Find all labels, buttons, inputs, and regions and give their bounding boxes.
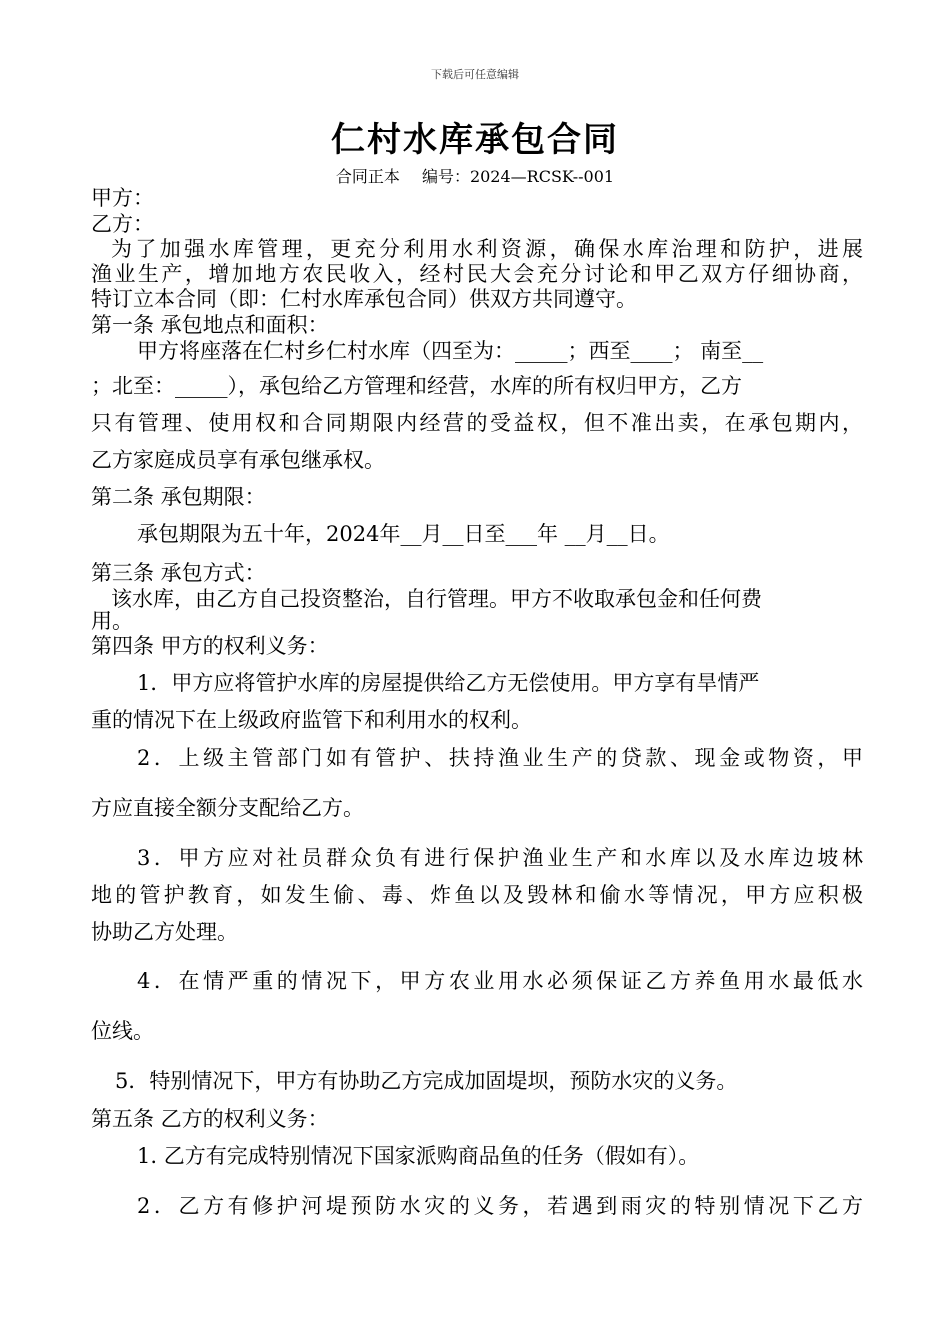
preamble-line: 为了加强水库管理，更充分利用水利资源，确保水库治理和防护，进展 bbox=[111, 237, 863, 261]
article-heading: 第四条 甲方的权利义务： bbox=[91, 634, 329, 658]
document-title: 仁村水库承包合同 bbox=[331, 120, 619, 160]
header-note: 下载后可任意编辑 bbox=[431, 68, 519, 81]
article-heading: 第一条 承包地点和面积： bbox=[91, 313, 329, 337]
article-text-line: 5．特别情况下，甲方有协助乙方完成加固堤坝，预防水灾的义务。 bbox=[115, 1069, 738, 1093]
article-text-line: 2．上级主管部门如有管护、扶持渔业生产的贷款、现金或物资，甲 bbox=[137, 746, 863, 770]
document-subtitle bbox=[0, 164, 950, 187]
party-a-line: 甲方： bbox=[91, 186, 154, 210]
article-text-line: 用。 bbox=[91, 609, 133, 633]
article-text-line: 只有管理、使用权和合同期限内经营的受益权，但不准出卖，在承包期内， bbox=[91, 411, 863, 435]
article-text-line: 3．甲方应对社员群众负有进行保护渔业生产和水库以及水库边坡林 bbox=[137, 846, 863, 870]
article-text-line: 方应直接全额分支配给乙方。 bbox=[91, 796, 364, 820]
preamble-line: 特订立本合同（即：仁村水库承包合同）供双方共同遵守。 bbox=[91, 287, 637, 311]
article-text-line: 该水库，由乙方自己投资整治，自行管理。甲方不收取承包金和任何费 bbox=[111, 587, 762, 611]
article-text-line: 2．乙方有修护河堤预防水灾的义务，若遇到雨灾的特别情况下乙方 bbox=[137, 1194, 863, 1218]
article-text-line: 重的情况下在上级政府监管下和利用水的权利。 bbox=[91, 708, 532, 732]
preamble-line: 渔业生产，增加地方农民收入，经村民大会充分讨论和甲乙双方仔细协商， bbox=[91, 262, 863, 286]
article-text-line: 1．甲方应将管护水库的房屋提供给乙方无偿使用。甲方享有旱情严 bbox=[137, 671, 760, 695]
subtitle-copy-label: 合同正本 bbox=[335, 167, 400, 186]
article-heading: 第二条 承包期限： bbox=[91, 485, 266, 509]
article-text-line: 甲方将座落在仁村乡仁村水库（四至为：_____；西至____； 南至__ bbox=[137, 339, 764, 363]
article-text-line: 地的管护教育，如发生偷、毒、炸鱼以及毁林和偷水等情况，甲方应积极 bbox=[91, 883, 863, 907]
article-text-line: ；北至：_____），承包给乙方管理和经营，水库的所有权归甲方，乙方 bbox=[91, 374, 742, 398]
article-text-line: 4．在情严重的情况下，甲方农业用水必须保证乙方养鱼用水最低水 bbox=[137, 969, 863, 993]
party-b-line: 乙方： bbox=[91, 212, 154, 236]
article-text-line: 位线。 bbox=[91, 1019, 154, 1043]
article-text-line: 1. 乙方有完成特别情况下国家派购商品鱼的任务（假如有）。 bbox=[137, 1144, 700, 1168]
article-heading: 第三条 承包方式： bbox=[91, 561, 266, 585]
article-heading: 第五条 乙方的权利义务： bbox=[91, 1107, 329, 1131]
subtitle-contract-number: 编号：2024—RCSK--001 bbox=[421, 167, 615, 186]
article-text-line: 乙方家庭成员享有承包继承权。 bbox=[91, 448, 385, 472]
article-text-line: 承包期限为五十年，2024年__月__日至___年 __月__日。 bbox=[137, 522, 670, 546]
article-text-line: 协助乙方处理。 bbox=[91, 920, 238, 944]
